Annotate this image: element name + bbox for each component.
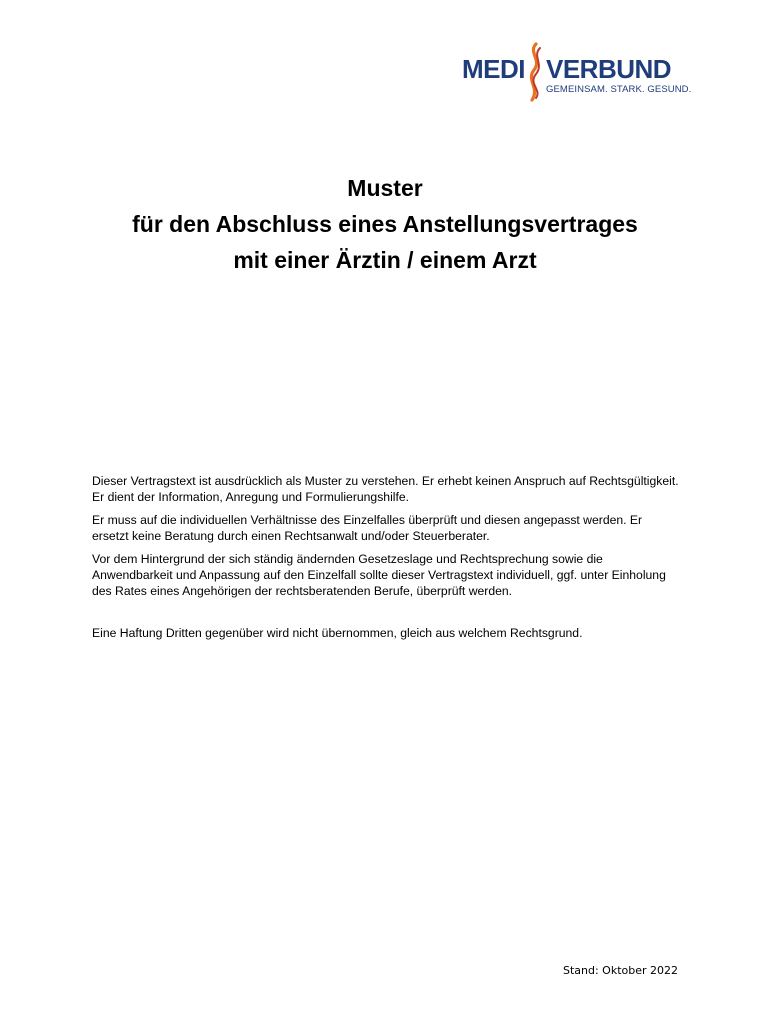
- liability-paragraph: Eine Haftung Dritten gegenüber wird nicht übernommen, gleich aus welchem Rechtsgrund.: [92, 626, 583, 640]
- disclaimer-paragraph-1: Dieser Vertragstext ist ausdrücklich als Muster zu verstehen. Er erhebt keinen Anspruch auf Rechtsgültigkeit. Er dient der Information, Anregung und Formulierungshilfe.: [92, 474, 679, 504]
- logo-swirl-icon: [522, 42, 548, 102]
- title-line-2: für den Abschluss eines Anstellungsvertrages: [132, 211, 638, 237]
- disclaimer-section: [92, 473, 682, 648]
- document-title: [0, 170, 770, 278]
- title-line-3: mit einer Ärztin / einem Arzt: [233, 247, 537, 273]
- disclaimer-paragraph-3: Vor dem Hintergrund der sich ständig ändernden Gesetzeslage und Rechtsprechung sowie die Anwendbarkeit und Anpassung auf den Einzelfall sollte dieser Vertragstext individuell, ggf. unter Einholung des Rates eines Angehörigen der rechtsberatenden Berufe, überprüft werden.: [92, 552, 666, 598]
- logo-text-medi: MEDI: [462, 54, 525, 84]
- title-line-1: Muster: [347, 175, 423, 201]
- document-date: Stand: Oktober 2022: [562, 964, 678, 977]
- medi-verbund-logo: [460, 40, 692, 102]
- disclaimer-paragraph-2: Er muss auf die individuellen Verhältnisse des Einzelfalles überprüft und diesen angepasst werden. Er ersetzt keine Beratung durch einen Rechtsanwalt und/oder Steuerberater.: [92, 513, 643, 543]
- logo-tagline: GEMEINSAM. STARK. GESUND.: [546, 84, 692, 95]
- logo-text-verbund: VERBUND: [546, 54, 672, 84]
